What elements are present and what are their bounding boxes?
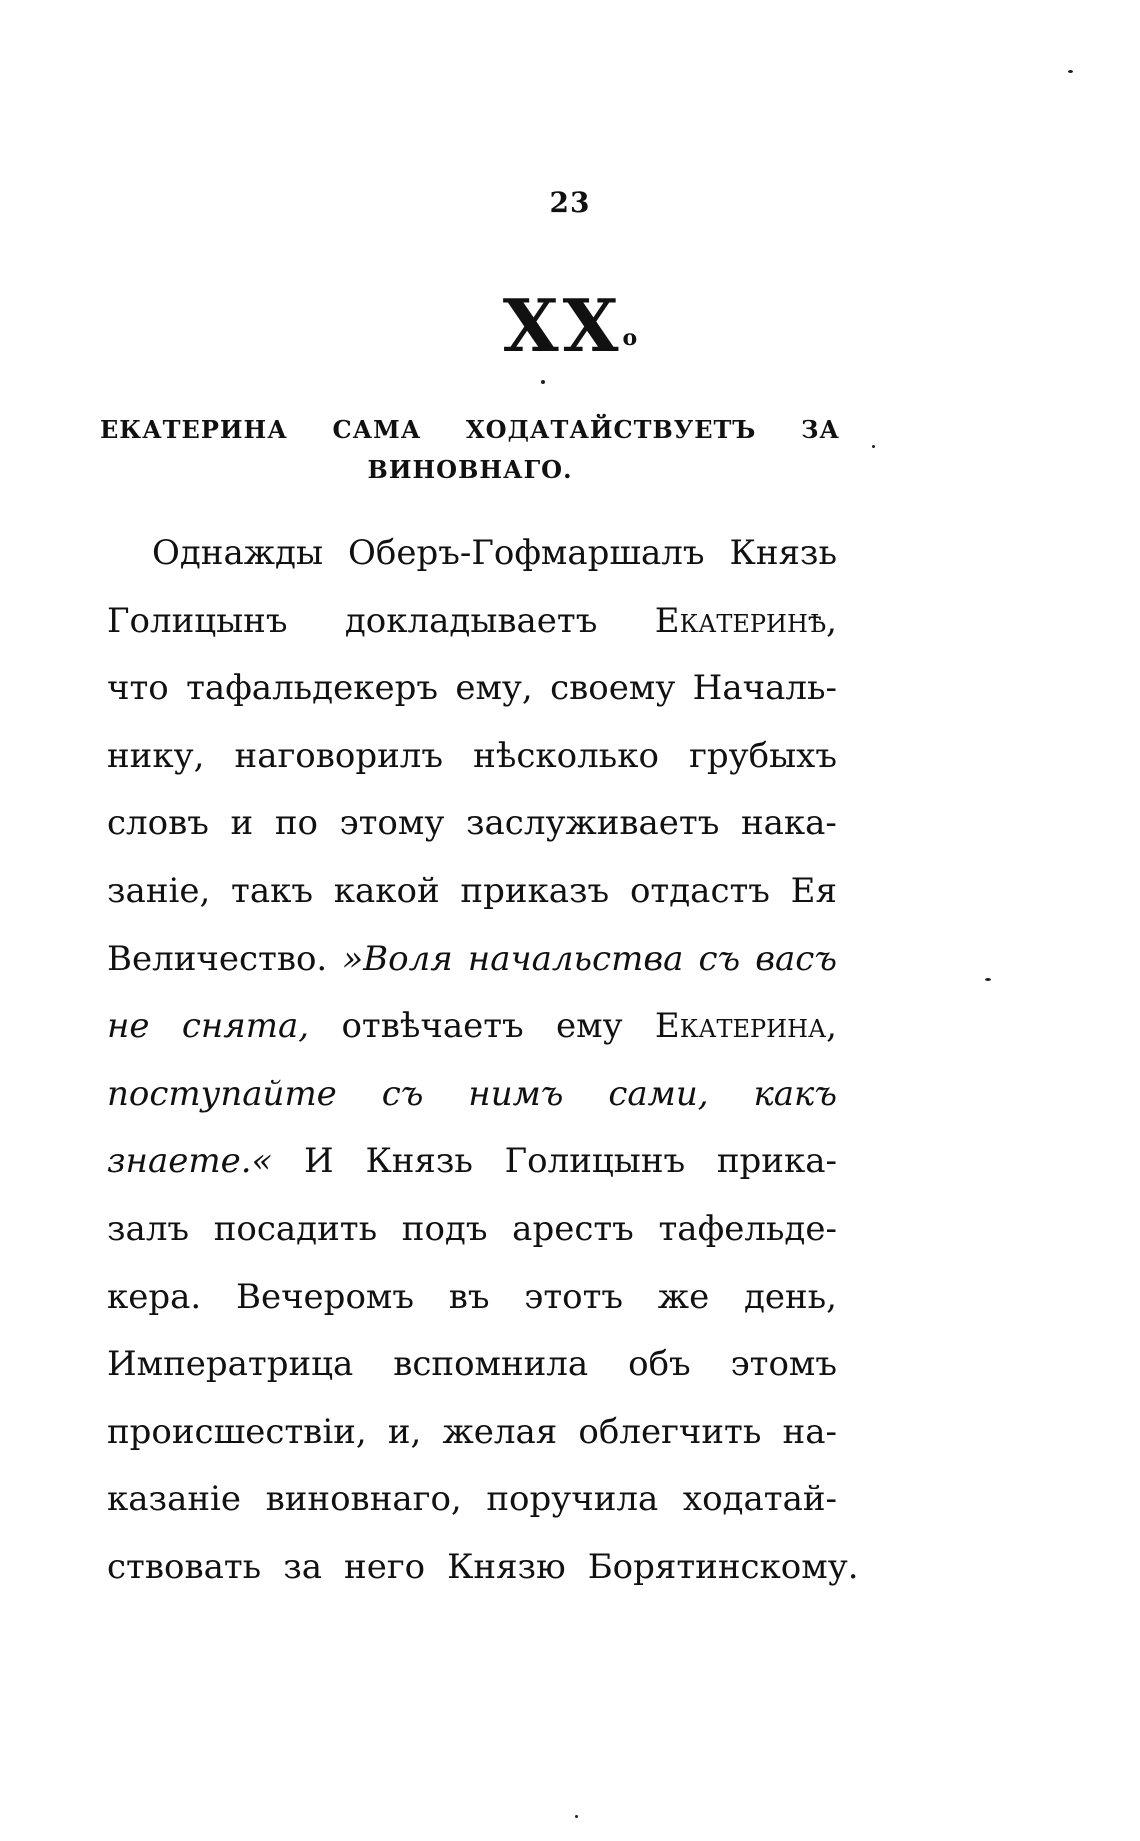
title-word: САМА (332, 415, 422, 444)
word: такъ (231, 870, 313, 911)
word: И (304, 1141, 334, 1182)
text-line (107, 1466, 837, 1534)
word: отвѣчаетъ (341, 1006, 524, 1047)
word: происшествіи, (107, 1411, 367, 1452)
word: ему, (455, 668, 533, 709)
word: тафальдекеръ (186, 668, 439, 709)
word: Князю (447, 1546, 566, 1587)
word: грубыхъ (689, 735, 837, 776)
word: этомъ (730, 1344, 837, 1385)
title-line-2 (100, 450, 840, 490)
word: нику, (107, 735, 205, 776)
word: ходатай- (682, 1479, 837, 1520)
text-line (107, 926, 837, 994)
text-line (107, 1061, 837, 1129)
word: Голицынъ (107, 600, 288, 641)
word: Голицынъ (504, 1141, 686, 1182)
word: посадить (213, 1208, 378, 1249)
word: этотъ (524, 1276, 624, 1317)
title-word: ЕКАТЕРИНА (100, 415, 288, 444)
word: Величество. (107, 938, 328, 979)
word: что (107, 668, 169, 709)
text-line (107, 1399, 837, 1467)
word: наговорилъ (234, 735, 444, 776)
text-line (107, 520, 837, 588)
speck (872, 445, 875, 448)
word: какъ (753, 1073, 837, 1114)
word: поступайте (107, 1073, 337, 1114)
word: отдастъ (629, 870, 770, 911)
word: своему (550, 668, 676, 709)
word: виновнаго, (265, 1479, 462, 1520)
word: какой (333, 870, 440, 911)
word: этому (339, 803, 445, 844)
text-line (107, 790, 837, 858)
word: залъ (107, 1208, 190, 1249)
page-number: 23 (549, 186, 591, 219)
text-line (107, 588, 837, 656)
word: нимъ (468, 1073, 564, 1114)
word: Императрица (107, 1344, 354, 1385)
word: съ (698, 938, 741, 979)
word: докладываетъ (344, 600, 598, 641)
word: и, (387, 1411, 422, 1452)
title-word: ЗА (801, 415, 840, 444)
word: облегчить (578, 1411, 762, 1452)
word: »Воля (342, 938, 453, 979)
text-line (107, 993, 837, 1061)
speck (985, 978, 991, 981)
word: Вечеромъ (235, 1276, 414, 1317)
title-word: ВИНОВНАГО. (367, 455, 573, 484)
chapter-title (100, 410, 840, 490)
word: Екатерина, (654, 1006, 837, 1047)
chapter-numeral: XX (502, 283, 623, 368)
word: и (230, 803, 254, 844)
word: Однажды (152, 533, 324, 573)
word: кера. (107, 1276, 202, 1317)
word: нака- (740, 803, 837, 844)
word: вспомнила (393, 1344, 589, 1385)
chapter-number (0, 283, 1140, 374)
word: въ (448, 1276, 490, 1317)
word: желая (442, 1411, 558, 1452)
word: ствовать (107, 1546, 262, 1587)
text-line (107, 723, 837, 791)
word: заніе, (107, 870, 211, 911)
word: Началь- (692, 668, 837, 709)
text-line (107, 655, 837, 723)
word: знаете.« (107, 1141, 273, 1182)
word: же (657, 1276, 710, 1317)
body-text (107, 520, 859, 1602)
word: начальства (467, 938, 684, 979)
word: съ (381, 1073, 424, 1114)
word: тафельде- (658, 1208, 837, 1249)
word: подъ (401, 1208, 488, 1249)
text-line (107, 1196, 837, 1264)
word: васъ (755, 938, 837, 979)
title-word: ХОДАТАЙСТВУЕТЪ (466, 415, 757, 444)
word: арестъ (512, 1208, 634, 1249)
text-line (107, 1534, 859, 1602)
word: заслуживаетъ (465, 803, 720, 844)
speck (1068, 70, 1073, 73)
word: объ (628, 1344, 691, 1385)
word: него (344, 1546, 426, 1587)
text-line (107, 1331, 837, 1399)
word: Князь (365, 1141, 473, 1182)
word: Ея (790, 870, 837, 911)
text-line (107, 1128, 837, 1196)
word: день, (743, 1276, 837, 1317)
text-line (107, 1264, 837, 1332)
word: не (107, 1006, 150, 1047)
word: поручила (486, 1479, 659, 1520)
word: по (274, 803, 318, 844)
word: Оберъ-Гофмаршалъ (347, 533, 705, 573)
word: Екатеринѣ, (654, 600, 837, 641)
word: приказъ (460, 870, 610, 911)
chapter-ornament: o (622, 325, 638, 351)
speck (541, 380, 545, 384)
text-line (107, 858, 837, 926)
word: казаніе (107, 1479, 241, 1520)
title-line-1 (100, 410, 840, 450)
word: за (283, 1546, 323, 1587)
word: сами, (608, 1073, 709, 1114)
speck (575, 1815, 578, 1818)
word: Князь (729, 533, 837, 573)
word: прика- (716, 1141, 837, 1182)
word: словъ (107, 803, 209, 844)
word: на- (782, 1411, 837, 1452)
word: Борятинскому. (587, 1546, 859, 1587)
word: ему (556, 1006, 623, 1047)
word: снята, (181, 1006, 310, 1047)
word: нѣсколько (473, 735, 659, 776)
